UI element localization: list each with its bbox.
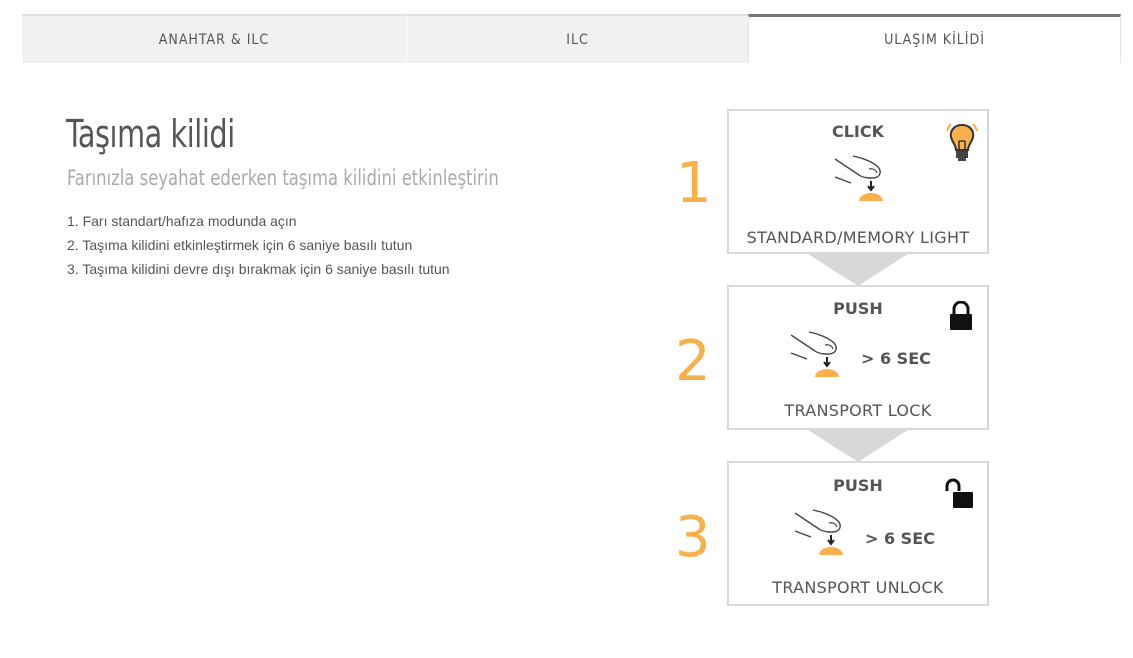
instruction-step: 2. Taşıma kilidini etkinleştirmek için 6 saniye basılı tutun (67, 237, 413, 253)
tab-label: ILC (566, 31, 589, 48)
lock-closed-icon (949, 301, 973, 331)
page-title: Taşıma kilidi (66, 112, 235, 156)
card-caption: STANDARD/MEMORY LIGHT (746, 228, 970, 247)
step-number-2: 2 (675, 329, 711, 394)
step-arrow-icon (808, 430, 908, 462)
page-subtitle: Farınızla seyahat ederken taşıma kilidini etkinleştirin (67, 166, 499, 190)
step-card-transport-unlock (727, 461, 989, 606)
step-arrow-icon (808, 254, 908, 286)
tab-bar (22, 14, 1121, 63)
card-duration-label: > 6 SEC (861, 349, 931, 368)
tab-ulasim-kilidi[interactable] (748, 14, 1121, 63)
card-caption: TRANSPORT UNLOCK (772, 578, 944, 597)
card-action-label: CLICK (831, 122, 885, 141)
instruction-step: 1. Farı standart/hafıza modunda açın (67, 213, 297, 229)
card-action-label: PUSH (833, 299, 883, 318)
finger-press-icon (833, 153, 893, 205)
step-number-3: 3 (675, 505, 711, 570)
finger-press-icon (793, 507, 853, 559)
finger-press-icon (789, 329, 849, 381)
lightbulb-icon (942, 119, 982, 167)
instruction-step: 3. Taşıma kilidini devre dışı bırakmak için 6 saniye basılı tutun (67, 261, 450, 277)
step-card-standard-light (727, 109, 989, 254)
tab-ilc[interactable] (406, 14, 748, 63)
tab-anahtar-ilc[interactable] (22, 14, 406, 63)
tab-label: ULAŞIM KİLİDİ (884, 32, 985, 48)
lock-open-icon (945, 477, 975, 509)
step-card-transport-lock (727, 285, 989, 430)
card-action-label: PUSH (833, 476, 883, 495)
tab-label: ANAHTAR & ILC (158, 31, 270, 48)
instruction-list (67, 209, 450, 281)
step-number-1: 1 (676, 151, 712, 216)
card-duration-label: > 6 SEC (865, 529, 935, 548)
card-caption: TRANSPORT LOCK (784, 401, 932, 420)
